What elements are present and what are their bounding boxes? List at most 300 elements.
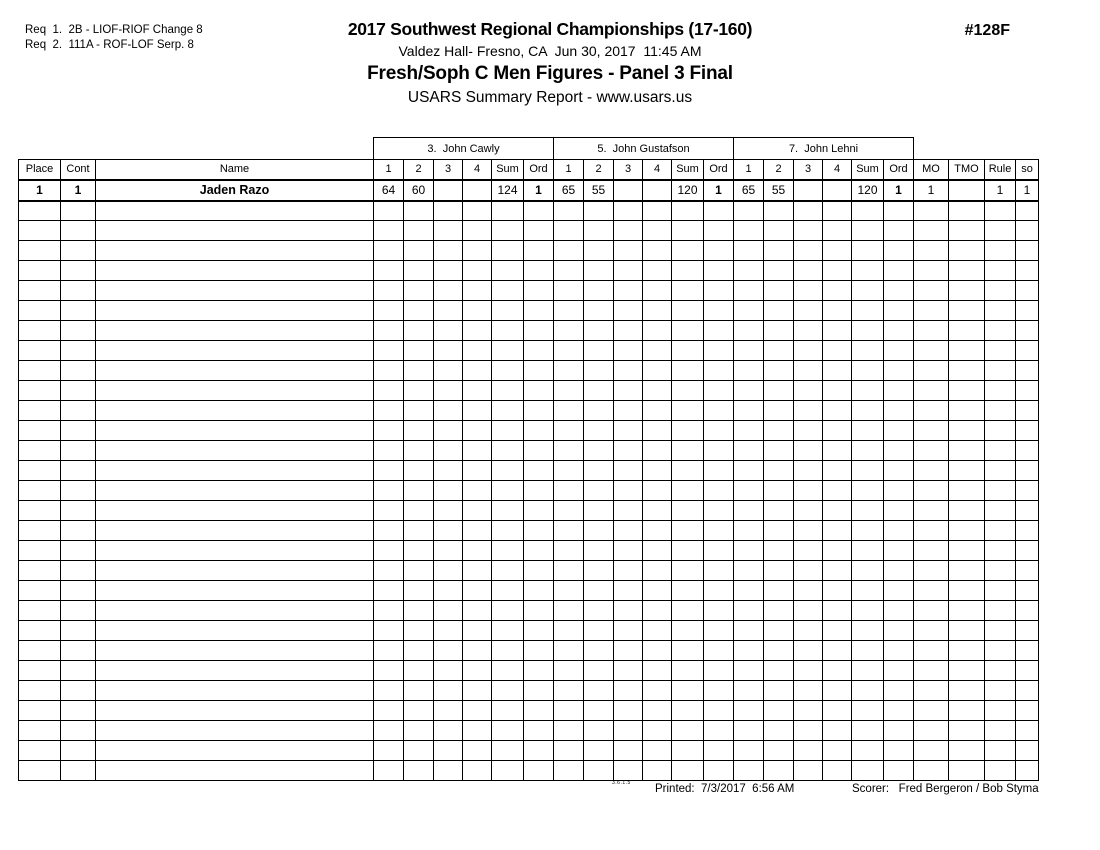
cell-mo bbox=[914, 681, 949, 701]
cell-mo bbox=[914, 421, 949, 441]
cell-tmo bbox=[949, 341, 985, 361]
cell-judge2-sum bbox=[672, 721, 704, 741]
cell-so bbox=[1016, 401, 1039, 421]
cell-so bbox=[1016, 661, 1039, 681]
empty-row bbox=[19, 501, 1039, 521]
cell-judge3-score2 bbox=[764, 381, 794, 401]
cell-judge1-score2 bbox=[404, 661, 434, 681]
cell-judge2-ord bbox=[704, 241, 734, 261]
cell-judge1-score2 bbox=[404, 681, 434, 701]
judge-name-row bbox=[19, 138, 1039, 160]
cell-judge1-ord bbox=[524, 601, 554, 621]
cell-rule bbox=[985, 361, 1016, 381]
cell-judge2-sum bbox=[672, 241, 704, 261]
cell-judge1-score2: 60 bbox=[404, 180, 434, 201]
cell-judge3-score4 bbox=[823, 621, 852, 641]
cell-judge3-score4 bbox=[823, 521, 852, 541]
cell-judge2-score4 bbox=[643, 481, 672, 501]
cell-place bbox=[19, 561, 61, 581]
cell-judge2-score2 bbox=[584, 581, 614, 601]
cell-judge3-score1 bbox=[734, 221, 764, 241]
cell-mo bbox=[914, 461, 949, 481]
cell-so bbox=[1016, 321, 1039, 341]
empty-row bbox=[19, 201, 1039, 221]
cell-judge2-score3 bbox=[614, 541, 643, 561]
cell-rule bbox=[985, 201, 1016, 221]
cell-judge3-score3 bbox=[794, 381, 823, 401]
cell-mo bbox=[914, 561, 949, 581]
cell-judge1-sum bbox=[492, 581, 524, 601]
cell-judge1-score1 bbox=[374, 441, 404, 461]
cell-cont bbox=[61, 401, 96, 421]
cell-judge3-score3 bbox=[794, 561, 823, 581]
cell-judge2-score3 bbox=[614, 241, 643, 261]
cell-judge3-score3 bbox=[794, 501, 823, 521]
cell-judge2-score2 bbox=[584, 481, 614, 501]
cell-judge2-score2 bbox=[584, 281, 614, 301]
cell-judge1-score3 bbox=[434, 581, 463, 601]
cell-judge3-ord bbox=[884, 201, 914, 221]
cell-cont bbox=[61, 521, 96, 541]
cell-judge3-sum bbox=[852, 261, 884, 281]
req-line-1: Req 1. 2B - LIOF-RIOF Change 8 bbox=[25, 24, 203, 36]
cell-judge2-score3 bbox=[614, 421, 643, 441]
cell-so bbox=[1016, 441, 1039, 461]
judge-name-1: 3. John Cawly bbox=[374, 138, 554, 160]
cell-judge3-sum bbox=[852, 681, 884, 701]
cell-judge1-score1 bbox=[374, 481, 404, 501]
cell-mo bbox=[914, 381, 949, 401]
cell-judge2-score1 bbox=[554, 441, 584, 461]
cell-so bbox=[1016, 581, 1039, 601]
cell-tmo bbox=[949, 701, 985, 721]
empty-row bbox=[19, 741, 1039, 761]
cell-judge3-score2 bbox=[764, 521, 794, 541]
cell-tmo bbox=[949, 621, 985, 641]
cell-judge3-score2 bbox=[764, 721, 794, 741]
cell-judge3-score1 bbox=[734, 381, 764, 401]
cell-judge2-ord bbox=[704, 321, 734, 341]
cell-place: 1 bbox=[19, 180, 61, 201]
cell-name bbox=[96, 661, 374, 681]
cell-judge2-score3 bbox=[614, 501, 643, 521]
cell-rule bbox=[985, 641, 1016, 661]
col-header-judge2-ord: Ord bbox=[704, 160, 734, 180]
cell-judge3-score4 bbox=[823, 281, 852, 301]
cell-judge1-score2 bbox=[404, 641, 434, 661]
cell-judge2-score2 bbox=[584, 361, 614, 381]
cell-judge3-score2 bbox=[764, 221, 794, 241]
cell-judge3-score4 bbox=[823, 741, 852, 761]
cell-judge2-score4 bbox=[643, 180, 672, 201]
cell-judge1-score3 bbox=[434, 721, 463, 741]
empty-row bbox=[19, 301, 1039, 321]
cell-judge3-ord bbox=[884, 621, 914, 641]
cell-judge3-ord bbox=[884, 361, 914, 381]
cell-so bbox=[1016, 361, 1039, 381]
col-header-judge3-3: 3 bbox=[794, 160, 823, 180]
cell-judge1-score2 bbox=[404, 601, 434, 621]
empty-row bbox=[19, 601, 1039, 621]
cell-judge1-sum bbox=[492, 301, 524, 321]
cell-place bbox=[19, 301, 61, 321]
cell-judge2-score4 bbox=[643, 521, 672, 541]
cell-judge2-sum bbox=[672, 681, 704, 701]
cell-judge3-score4 bbox=[823, 561, 852, 581]
cell-judge3-score1 bbox=[734, 521, 764, 541]
cell-place bbox=[19, 281, 61, 301]
cell-rule bbox=[985, 441, 1016, 461]
cell-so bbox=[1016, 641, 1039, 661]
cell-place bbox=[19, 621, 61, 641]
cell-tmo bbox=[949, 261, 985, 281]
cell-judge3-score1 bbox=[734, 681, 764, 701]
column-header-row bbox=[19, 160, 1039, 180]
cell-judge3-score4 bbox=[823, 541, 852, 561]
cell-rule bbox=[985, 241, 1016, 261]
cell-judge2-score3 bbox=[614, 721, 643, 741]
cell-tmo bbox=[949, 221, 985, 241]
cell-judge1-score2 bbox=[404, 521, 434, 541]
cell-cont bbox=[61, 741, 96, 761]
cell-judge1-score3 bbox=[434, 281, 463, 301]
spacer-right bbox=[914, 138, 1039, 160]
cell-cont bbox=[61, 501, 96, 521]
cell-judge2-score4 bbox=[643, 761, 672, 781]
cell-judge3-score1 bbox=[734, 721, 764, 741]
cell-judge3-score3 bbox=[794, 180, 823, 201]
cell-judge3-sum: 120 bbox=[852, 180, 884, 201]
cell-judge2-sum bbox=[672, 661, 704, 681]
cell-judge2-score2 bbox=[584, 541, 614, 561]
cell-name bbox=[96, 701, 374, 721]
empty-row bbox=[19, 581, 1039, 601]
cell-judge1-score3 bbox=[434, 201, 463, 221]
cell-judge1-sum bbox=[492, 601, 524, 621]
cell-rule bbox=[985, 721, 1016, 741]
cell-judge2-ord bbox=[704, 561, 734, 581]
printed-timestamp bbox=[655, 783, 794, 795]
cell-judge3-score3 bbox=[794, 521, 823, 541]
cell-judge3-ord bbox=[884, 381, 914, 401]
cell-judge2-score2 bbox=[584, 641, 614, 661]
cell-cont bbox=[61, 361, 96, 381]
cell-judge2-score1: 65 bbox=[554, 180, 584, 201]
cell-judge1-score1 bbox=[374, 241, 404, 261]
cell-judge2-ord bbox=[704, 401, 734, 421]
entry-row bbox=[19, 180, 1039, 201]
cell-tmo bbox=[949, 641, 985, 661]
cell-mo bbox=[914, 741, 949, 761]
cell-cont bbox=[61, 621, 96, 641]
cell-judge2-score1 bbox=[554, 421, 584, 441]
cell-judge1-score2 bbox=[404, 721, 434, 741]
cell-judge3-score3 bbox=[794, 301, 823, 321]
cell-judge1-sum bbox=[492, 701, 524, 721]
cell-judge3-score1 bbox=[734, 421, 764, 441]
cell-judge2-score2 bbox=[584, 301, 614, 321]
cell-judge2-ord bbox=[704, 281, 734, 301]
empty-row bbox=[19, 701, 1039, 721]
cell-judge2-score3 bbox=[614, 341, 643, 361]
cell-mo: 1 bbox=[914, 180, 949, 201]
cell-judge1-score4 bbox=[463, 321, 492, 341]
cell-judge3-score3 bbox=[794, 261, 823, 281]
cell-judge2-score4 bbox=[643, 401, 672, 421]
cell-judge3-score1 bbox=[734, 301, 764, 321]
cell-cont bbox=[61, 661, 96, 681]
col-header-judge1-3: 3 bbox=[434, 160, 463, 180]
cell-judge1-ord bbox=[524, 681, 554, 701]
cell-judge2-score2 bbox=[584, 261, 614, 281]
cell-judge1-score3 bbox=[434, 401, 463, 421]
empty-row bbox=[19, 321, 1039, 341]
col-header-judge3-sum: Sum bbox=[852, 160, 884, 180]
cell-judge2-sum bbox=[672, 281, 704, 301]
cell-judge2-ord bbox=[704, 621, 734, 641]
cell-judge3-ord bbox=[884, 721, 914, 741]
cell-judge3-score4 bbox=[823, 761, 852, 781]
cell-judge3-sum bbox=[852, 441, 884, 461]
cell-judge1-score2 bbox=[404, 401, 434, 421]
cell-judge2-ord bbox=[704, 701, 734, 721]
cell-mo bbox=[914, 721, 949, 741]
cell-judge1-score4 bbox=[463, 581, 492, 601]
spacer-left bbox=[19, 138, 374, 160]
cell-judge3-ord bbox=[884, 301, 914, 321]
cell-judge3-score2 bbox=[764, 341, 794, 361]
cell-judge1-score2 bbox=[404, 321, 434, 341]
cell-judge1-score1 bbox=[374, 701, 404, 721]
cell-judge1-score4 bbox=[463, 741, 492, 761]
cell-tmo bbox=[949, 301, 985, 321]
cell-judge2-score2 bbox=[584, 701, 614, 721]
cell-judge3-score3 bbox=[794, 461, 823, 481]
cell-judge2-score4 bbox=[643, 221, 672, 241]
cell-judge1-score4 bbox=[463, 221, 492, 241]
cell-judge1-score4 bbox=[463, 561, 492, 581]
cell-judge3-ord bbox=[884, 321, 914, 341]
cell-name bbox=[96, 201, 374, 221]
cell-judge3-sum bbox=[852, 321, 884, 341]
cell-judge1-score3 bbox=[434, 361, 463, 381]
cell-place bbox=[19, 521, 61, 541]
cell-judge2-sum bbox=[672, 321, 704, 341]
cell-so bbox=[1016, 481, 1039, 501]
empty-row bbox=[19, 561, 1039, 581]
cell-judge2-score1 bbox=[554, 401, 584, 421]
cell-judge2-score1 bbox=[554, 501, 584, 521]
venue-date-line: Valdez Hall- Fresno, CA Jun 30, 2017 11:45 AM bbox=[398, 43, 702, 59]
cell-name bbox=[96, 361, 374, 381]
cell-judge3-score3 bbox=[794, 441, 823, 461]
cell-judge3-score1 bbox=[734, 201, 764, 221]
cell-judge3-sum bbox=[852, 461, 884, 481]
cell-judge2-score4 bbox=[643, 721, 672, 741]
cell-judge1-score2 bbox=[404, 441, 434, 461]
cell-judge2-score3 bbox=[614, 201, 643, 221]
cell-so bbox=[1016, 521, 1039, 541]
cell-judge2-score4 bbox=[643, 681, 672, 701]
cell-judge3-score3 bbox=[794, 221, 823, 241]
scorer-label: Scorer: bbox=[852, 783, 890, 795]
cell-judge2-score2: 55 bbox=[584, 180, 614, 201]
cell-judge3-score4 bbox=[823, 721, 852, 741]
cell-judge2-score1 bbox=[554, 241, 584, 261]
col-header-cont: Cont bbox=[61, 160, 96, 180]
cell-judge1-score4 bbox=[463, 301, 492, 321]
cell-cont bbox=[61, 461, 96, 481]
cell-judge3-score1: 65 bbox=[734, 180, 764, 201]
cell-so bbox=[1016, 541, 1039, 561]
cell-judge2-score4 bbox=[643, 581, 672, 601]
cell-judge2-score4 bbox=[643, 241, 672, 261]
cell-judge2-score3 bbox=[614, 481, 643, 501]
col-header-name: Name bbox=[96, 160, 374, 180]
cell-judge1-score3 bbox=[434, 341, 463, 361]
cell-judge2-score1 bbox=[554, 361, 584, 381]
cell-judge1-score1 bbox=[374, 681, 404, 701]
cell-judge1-ord bbox=[524, 241, 554, 261]
event-title: Fresh/Soph C Men Figures - Panel 3 Final bbox=[367, 63, 733, 84]
cell-cont bbox=[61, 341, 96, 361]
cell-judge2-score3 bbox=[614, 761, 643, 781]
cell-cont bbox=[61, 201, 96, 221]
cell-name bbox=[96, 241, 374, 261]
cell-judge2-score2 bbox=[584, 401, 614, 421]
cell-mo bbox=[914, 201, 949, 221]
cell-tmo bbox=[949, 381, 985, 401]
cell-judge2-ord bbox=[704, 741, 734, 761]
col-header-judge3-ord: Ord bbox=[884, 160, 914, 180]
cell-judge2-sum bbox=[672, 381, 704, 401]
cell-cont bbox=[61, 601, 96, 621]
cell-rule bbox=[985, 741, 1016, 761]
cell-tmo bbox=[949, 741, 985, 761]
cell-judge1-score2 bbox=[404, 361, 434, 381]
cell-place bbox=[19, 461, 61, 481]
cell-judge1-score3 bbox=[434, 681, 463, 701]
cell-so bbox=[1016, 721, 1039, 741]
cell-judge1-sum bbox=[492, 201, 524, 221]
cell-judge3-score1 bbox=[734, 641, 764, 661]
cell-so: 1 bbox=[1016, 180, 1039, 201]
cell-judge2-score3 bbox=[614, 221, 643, 241]
cell-name bbox=[96, 421, 374, 441]
cell-cont bbox=[61, 301, 96, 321]
col-header-so: so bbox=[1016, 160, 1039, 180]
cell-judge3-ord bbox=[884, 521, 914, 541]
cell-judge3-ord bbox=[884, 241, 914, 261]
cell-judge2-ord bbox=[704, 661, 734, 681]
cell-judge3-sum bbox=[852, 281, 884, 301]
cell-judge3-ord bbox=[884, 461, 914, 481]
cell-judge2-ord bbox=[704, 221, 734, 241]
cell-mo bbox=[914, 641, 949, 661]
cell-so bbox=[1016, 461, 1039, 481]
cell-judge1-sum bbox=[492, 621, 524, 641]
cell-so bbox=[1016, 681, 1039, 701]
cell-tmo bbox=[949, 541, 985, 561]
cell-judge1-score2 bbox=[404, 541, 434, 561]
cell-judge3-sum bbox=[852, 661, 884, 681]
cell-judge2-score1 bbox=[554, 341, 584, 361]
cell-judge1-score2 bbox=[404, 281, 434, 301]
cell-judge2-score4 bbox=[643, 501, 672, 521]
cell-judge2-score1 bbox=[554, 281, 584, 301]
cell-name bbox=[96, 481, 374, 501]
cell-judge3-score4 bbox=[823, 221, 852, 241]
cell-judge1-sum bbox=[492, 461, 524, 481]
cell-rule bbox=[985, 341, 1016, 361]
cell-judge2-score2 bbox=[584, 461, 614, 481]
cell-judge1-score2 bbox=[404, 581, 434, 601]
cell-cont bbox=[61, 281, 96, 301]
cell-rule bbox=[985, 461, 1016, 481]
cell-cont: 1 bbox=[61, 180, 96, 201]
cell-judge3-score1 bbox=[734, 561, 764, 581]
cell-judge1-score1 bbox=[374, 301, 404, 321]
cell-judge1-score3 bbox=[434, 481, 463, 501]
cell-judge3-ord bbox=[884, 421, 914, 441]
cell-judge1-score2 bbox=[404, 501, 434, 521]
printed-value: 7/3/2017 6:56 AM bbox=[701, 783, 795, 795]
cell-name bbox=[96, 601, 374, 621]
cell-judge2-sum bbox=[672, 561, 704, 581]
cell-rule bbox=[985, 481, 1016, 501]
empty-row bbox=[19, 541, 1039, 561]
cell-judge2-score1 bbox=[554, 381, 584, 401]
cell-judge1-ord bbox=[524, 741, 554, 761]
judge-name-2: 5. John Gustafson bbox=[554, 138, 734, 160]
cell-judge3-score4 bbox=[823, 681, 852, 701]
cell-judge3-score1 bbox=[734, 541, 764, 561]
cell-mo bbox=[914, 661, 949, 681]
cell-judge3-sum bbox=[852, 761, 884, 781]
cell-judge2-score4 bbox=[643, 261, 672, 281]
cell-judge1-score1 bbox=[374, 761, 404, 781]
cell-judge3-score3 bbox=[794, 621, 823, 641]
cell-place bbox=[19, 401, 61, 421]
cell-judge1-ord bbox=[524, 321, 554, 341]
cell-judge1-score4 bbox=[463, 521, 492, 541]
cell-judge1-score4 bbox=[463, 381, 492, 401]
empty-row bbox=[19, 481, 1039, 501]
cell-mo bbox=[914, 401, 949, 421]
cell-so bbox=[1016, 301, 1039, 321]
cell-judge3-score2 bbox=[764, 741, 794, 761]
cell-judge2-score4 bbox=[643, 301, 672, 321]
cell-judge3-score1 bbox=[734, 601, 764, 621]
cell-judge1-score3 bbox=[434, 521, 463, 541]
cell-judge1-ord bbox=[524, 501, 554, 521]
cell-judge3-sum bbox=[852, 361, 884, 381]
cell-judge3-score2 bbox=[764, 241, 794, 261]
cell-judge3-score4 bbox=[823, 641, 852, 661]
cell-judge3-sum bbox=[852, 741, 884, 761]
cell-judge1-score1 bbox=[374, 521, 404, 541]
cell-judge1-score2 bbox=[404, 741, 434, 761]
cell-judge1-ord bbox=[524, 581, 554, 601]
cell-rule bbox=[985, 561, 1016, 581]
cell-place bbox=[19, 721, 61, 741]
cell-judge1-score1 bbox=[374, 621, 404, 641]
cell-rule bbox=[985, 381, 1016, 401]
cell-tmo bbox=[949, 561, 985, 581]
cell-judge2-sum bbox=[672, 641, 704, 661]
cell-name bbox=[96, 581, 374, 601]
cell-judge1-sum bbox=[492, 641, 524, 661]
